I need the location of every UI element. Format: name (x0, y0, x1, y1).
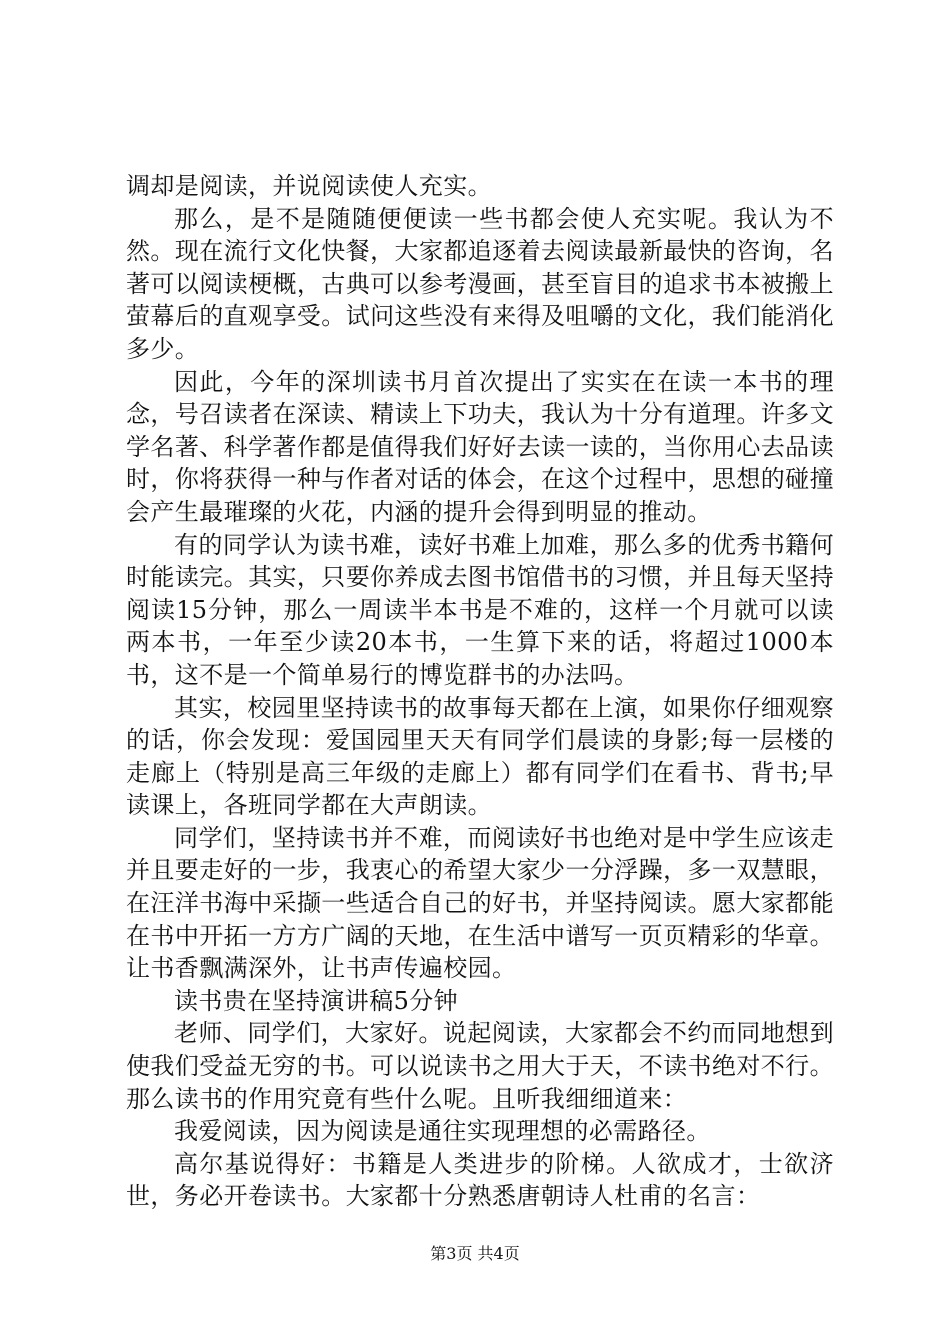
paragraph-1: 调却是阅读，并说阅读使人充实。 (126, 172, 492, 200)
document-body (126, 170, 834, 1213)
paragraph-7: 老师、同学们，大家好。说起阅读，大家都会不约而同地想到使我们受益无穷的书。可以说读书之用大于天，不读书绝对不行。那么读书的作用究竟有些什么呢。且听我细细道来： (126, 1019, 834, 1113)
page-number-footer: 第3页 共4页 (430, 1244, 520, 1263)
paragraph-4: 有的同学认为读书难，读好书难上加难，那么多的优秀书籍何时能读完。其实，只要你养成去图书馆借书的习惯，并且每天坚持阅读15分钟，那么一周读半本书是不难的，这样一个月就可以读两本书，一年至少读20本书，一生算下来的话，将超过1000本书，这不是一个简单易行的博览群书的办法吗。 (126, 530, 834, 689)
paragraph-3: 因此，今年的深圳读书月首次提出了实实在在读一本书的理念，号召读者在深读、精读上下功夫，我认为十分有道理。许多文学名著、科学著作都是值得我们好好去读一读的，当你用心去品读时，你将获得一种与作者对话的体会，在这个过程中，思想的碰撞会产生最璀璨的火花，内涵的提升会得到明显的推动。 (126, 367, 834, 526)
paragraph-6: 同学们，坚持读书并不难，而阅读好书也绝对是中学生应该走并且要走好的一步，我衷心的希望大家少一分浮躁，多一双慧眼，在汪洋书海中采撷一些适合自己的好书，并坚持阅读。愿大家都能在书中开拓一方方广阔的天地，在生活中谱写一页页精彩的华章。让书香飘满深外，让书声传遍校园。 (126, 823, 834, 983)
paragraph-5: 其实，校园里坚持读书的故事每天都在上演，如果你仔细观察的话，你会发现：爱国园里天天有同学们晨读的身影;每一层楼的走廊上（特别是高三年级的走廊上）都有同学们在看书、背书;早读课上，各班同学都在大声朗读。 (126, 693, 834, 820)
paragraph-8: 我爱阅读，因为阅读是通往实现理想的必需路径。 (174, 1117, 711, 1146)
paragraph-2: 那么，是不是随随便便读一些书都会使人充实呢。我认为不然。现在流行文化快餐，大家都追逐着去阅读最新最快的咨询，名著可以阅读梗概，古典可以参考漫画，甚至盲目的追求书本被搬上萤幕后的直观享受。试问这些没有来得及咀嚼的文化，我们能消化多少。 (126, 204, 834, 363)
paragraph-9: 高尔基说得好：书籍是人类进步的阶梯。人欲成才，士欲济世，务必开卷读书。大家都十分熟悉唐朝诗人杜甫的名言： (126, 1149, 834, 1211)
section-heading: 读书贵在坚持演讲稿5分钟 (174, 986, 459, 1015)
